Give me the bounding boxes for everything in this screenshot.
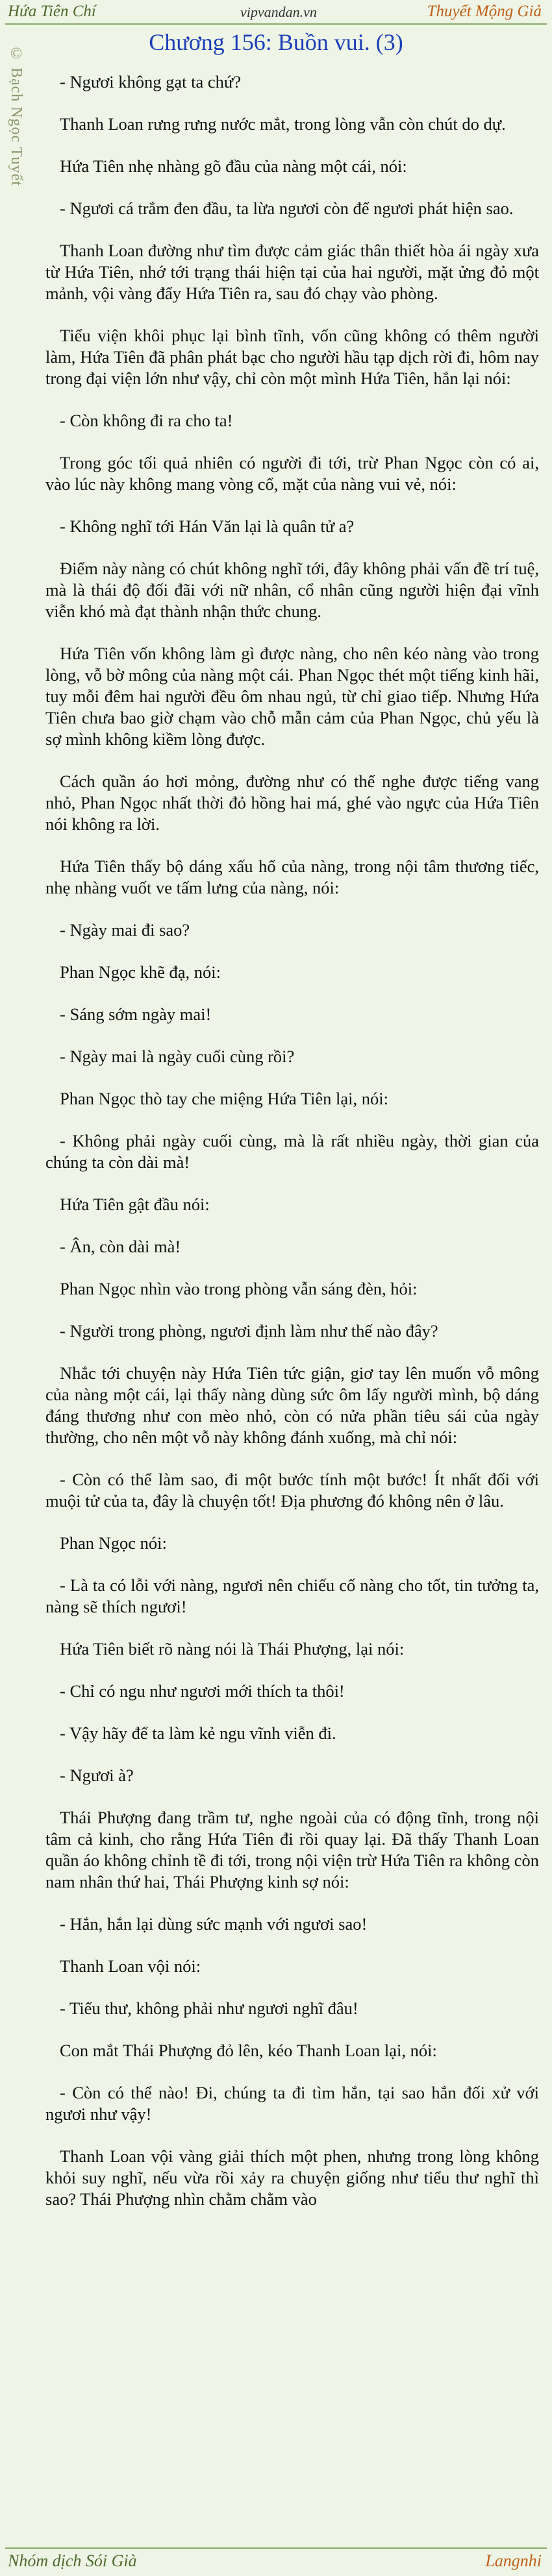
header-book-title: Hứa Tiên Chí bbox=[8, 3, 96, 20]
paragraph: Hứa Tiên thấy bộ dáng xấu hổ của nàng, trong nội tâm thương tiếc, nhẹ nhàng vuốt ve tấm lưng của nàng, nói: bbox=[45, 857, 539, 897]
paragraph: Nhắc tới chuyện này Hứa Tiên tức giận, giơ tay lên muốn vỗ mông của nàng một cái, lại thấy nàng dùng sức ôm lấy người mình, bộ dáng đáng thương như con mèo nhỏ, còn có nửa phần tiêu sái của ngày thường, cho nên một vỗ này không đánh xuống, mà chỉ nói: bbox=[45, 1363, 539, 1447]
paragraph: Hứa Tiên biết rõ nàng nói là Thái Phượng, lại nói: bbox=[60, 1639, 405, 1659]
header-divider bbox=[5, 23, 547, 25]
paragraph: Hứa Tiên nhẹ nhàng gõ đầu của nàng một cái, nói: bbox=[60, 156, 407, 176]
paragraph: - Ngày mai đi sao? bbox=[60, 920, 190, 940]
paragraph: - Chỉ có ngu như ngươi mới thích ta thôi! bbox=[60, 1681, 345, 1701]
paragraph: Phan Ngọc nói: bbox=[60, 1533, 167, 1553]
paragraph: Phan Ngọc thò tay che miệng Hứa Tiên lại, nói: bbox=[60, 1089, 389, 1108]
paragraph: - Không nghĩ tới Hán Văn lại là quân tử a? bbox=[60, 516, 355, 536]
chapter-title: Chương 156: Buồn vui. (3) bbox=[149, 29, 403, 55]
footer-divider bbox=[5, 2547, 547, 2549]
paragraph: Hứa Tiên gật đầu nói: bbox=[60, 1195, 210, 1214]
paragraph: - Tiểu thư, không phải như ngươi nghĩ đâu! bbox=[60, 1999, 358, 2018]
paragraph: - Vậy hãy để ta làm kẻ ngu vĩnh viễn đi. bbox=[60, 1723, 336, 1743]
paragraph: Tiểu viện khôi phục lại bình tĩnh, vốn cũng không có thêm người làm, Hứa Tiên đã phân phát bạc cho người hầu tạp dịch rời đi, hôm nay trong đại viện lớn như vậy, chỉ còn một mình Hứa Tiên, hắn lại nói: bbox=[45, 326, 539, 388]
page-header bbox=[0, 0, 552, 23]
paragraph: - Hắn, hắn lại dùng sức mạnh với ngươi sao! bbox=[60, 1914, 368, 1934]
paragraph: Phan Ngọc khẽ đạ, nói: bbox=[60, 962, 221, 982]
paragraph: Trong góc tối quả nhiên có người đi tới, trừ Phan Ngọc còn có ai, vào lúc này không mang vòng cổ, mặt của nàng vui vẻ, nói: bbox=[45, 453, 539, 494]
paragraph: - Sáng sớm ngày mai! bbox=[60, 1004, 212, 1024]
paragraph: Thanh Loan rưng rưng nước mắt, trong lòng vẫn còn chút do dự. bbox=[60, 114, 506, 134]
paragraph: Hứa Tiên vốn không làm gì được nàng, cho nên kéo nàng vào trong lòng, vỗ bờ mông của nàng một cái. Phan Ngọc thét một tiếng kinh hãi, tuy mỗi đêm hai người đều ôm nhau ngủ, từ chỉ giao tiếp. Nhưng Hứa Tiên chưa bao giờ chạm vào chỗ mẫn cảm của Phan Ngọc, chủ yếu là sợ mình không kiềm lòng được. bbox=[45, 644, 539, 749]
paragraph: Điểm này nàng có chút không nghĩ tới, đây không phải vấn đề trí tuệ, mà là thái độ đối đãi với nữ nhân, cổ nhân cũng người hiện đại vĩnh viễn khó mà đạt thành nhận thức chung. bbox=[45, 559, 539, 621]
paragraph: - Là ta có lỗi với nàng, ngươi nên chiếu cố nàng cho tốt, tin tưởng ta, nàng sẽ thích ngươi! bbox=[45, 1575, 539, 1616]
paragraph: - Ngươi cá trắm đen đầu, ta lừa ngươi còn để ngươi phát hiện sao. bbox=[60, 199, 514, 218]
paragraph: - Còn không đi ra cho ta! bbox=[60, 411, 233, 430]
paragraph: - Ngươi à? bbox=[60, 1766, 134, 1785]
paragraph: - Còn có thể nào! Đi, chúng ta đi tìm hắn, tại sao hắn đối xử với ngươi như vậy! bbox=[45, 2083, 539, 2124]
paragraph: - Ngươi không gạt ta chứ? bbox=[60, 72, 241, 91]
side-watermark: © Bạch Ngọc Tuyết bbox=[8, 45, 25, 186]
footer-editor: Langnhi bbox=[485, 2551, 542, 2570]
paragraph: Thanh Loan đường như tìm được cảm giác thân thiết hòa ái ngày xưa từ Hứa Tiên, nhớ tới trạng thái hiện tại của hai người, mặt ửng đỏ một mảnh, vội vàng đẩy Hứa Tiên ra, sau đó chạy vào phòng. bbox=[45, 241, 539, 303]
header-author: Thuyết Mộng Giả bbox=[427, 3, 542, 20]
paragraph: Thanh Loan vội nói: bbox=[60, 1956, 201, 1976]
paragraph: - Ngày mai là ngày cuối cùng rồi? bbox=[60, 1047, 295, 1066]
paragraph: Con mắt Thái Phượng đỏ lên, kéo Thanh Loan lại, nói: bbox=[60, 2041, 437, 2060]
paragraph: Thanh Loan vội vàng giải thích một phen, nhưng trong lòng không khỏi suy nghĩ, nếu vừa rồi xảy ra chuyện giống như tiểu thư nghĩ thì sao? Thái Phượng nhìn chằm chằm vào bbox=[45, 2146, 539, 2209]
paragraph: - Không phải ngày cuối cùng, mà là rất nhiều ngày, thời gian của chúng ta còn dài mà! bbox=[45, 1131, 539, 1172]
paragraph: - Người trong phòng, ngươi định làm như thế nào đây? bbox=[60, 1321, 438, 1341]
paragraph: - Còn có thể làm sao, đi một bước tính một bước! Ít nhất đối với muội tử của ta, đây là chuyện tốt! Địa phương đó không nên ở lâu. bbox=[45, 1470, 539, 1511]
paragraph: - Ân, còn dài mà! bbox=[60, 1237, 181, 1256]
paragraph: Cách quần áo hơi mỏng, đường như có thể nghe được tiếng vang nhỏ, Phan Ngọc nhất thời đỏ hồng hai má, ghé vào ngực của Hứa Tiên nói không ra lời. bbox=[45, 772, 539, 834]
paragraph: Thái Phượng đang trầm tư, nghe ngoài của có động tĩnh, trong nội tâm cả kinh, cho rằng Hứa Tiên đi rồi quay lại. Đã thấy Thanh Loan quần áo không chỉnh tề đi tới, trong nội viện trừ Hứa Tiên ra không còn nam nhân thứ hai, Thái Phượng kinh sợ nói: bbox=[45, 1808, 539, 1891]
header-site: vipvandan.vn bbox=[240, 4, 317, 20]
footer-translator: Nhóm dịch Sói Già bbox=[8, 2551, 137, 2570]
chapter-body bbox=[45, 71, 539, 2231]
page-footer bbox=[0, 2551, 552, 2575]
paragraph: Phan Ngọc nhìn vào trong phòng vẫn sáng đèn, hỏi: bbox=[60, 1279, 418, 1298]
